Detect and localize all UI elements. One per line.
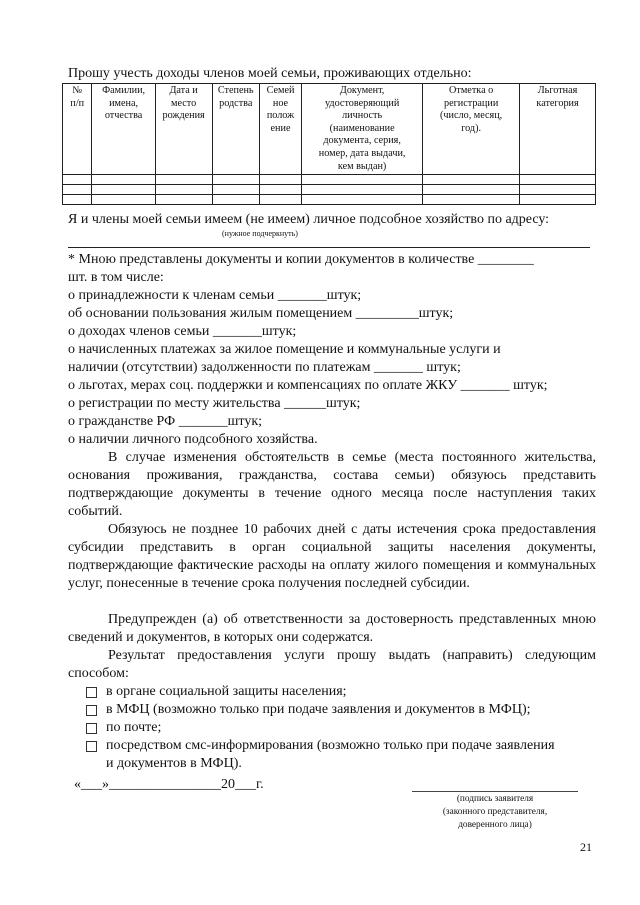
table-row	[63, 195, 596, 205]
subsidiary-farm-statement: Я и члены моей семьи имеем (не имеем) личное подсобное хозяйство по адресу:	[68, 212, 550, 227]
checkbox-icon[interactable]	[86, 741, 97, 752]
list-item: об основании пользования жилым помещением _________штук;	[68, 306, 454, 321]
paragraph-result-method: Результат предоставления услуги прошу выдать (направить) следующим способом:	[68, 648, 596, 681]
checkbox-icon[interactable]	[86, 687, 97, 698]
date-line: «___»________________20___г.	[74, 777, 264, 792]
option-post[interactable]: по почте;	[86, 719, 161, 737]
signature-caption: (законного представителя,	[442, 807, 548, 817]
address-line	[68, 247, 590, 248]
table-row	[63, 175, 596, 185]
list-item: о принадлежности к членам семьи _______штук;	[68, 288, 362, 303]
table-row	[63, 185, 596, 195]
list-item: о регистрации по месту жительства ______штук;	[68, 396, 361, 411]
list-item: о доходах членов семьи _______штук;	[68, 324, 297, 339]
underline-note: (нужное подчеркнуть)	[222, 229, 298, 238]
signature-caption: доверенного лица)	[458, 820, 532, 830]
list-item: наличии (отсутствии) задолженности по платежам _______ штук;	[68, 360, 461, 375]
option-social-protection[interactable]: в органе социальной защиты населения;	[86, 683, 347, 701]
paragraph-change-circumstances: В случае изменения обстоятельств в семье (места постоянного жительства, основания проживания, гражданства, состава семьи) обязуюсь представить подтверждающие документы в течение одного месяца после наступления таких событий.	[68, 450, 596, 519]
col-header-registration: Отметка о регистрации (число, месяц, год).	[423, 84, 520, 175]
paragraph-responsibility: Предупрежден (а) об ответственности за достоверность представленных мною сведений и документов, в которых они содержатся.	[68, 612, 596, 645]
col-header-names: Фамилии, имена, отчества	[92, 84, 155, 175]
family-income-table	[62, 83, 596, 205]
list-item: о льготах, мерах соц. поддержки и компенсациях по оплате ЖКУ _______ штук;	[68, 378, 548, 393]
paragraph-expense-documents: Обязуюсь не позднее 10 рабочих дней с даты истечения срока предоставления субсидии представить в орган социальной защиты населения документы, подтверждающие фактические расходы на оплату жилого помещения и коммунальных услуг, понесенные в течение срока получения последней субсидии.	[68, 522, 596, 591]
list-item: о гражданстве РФ _______штук;	[68, 414, 263, 429]
signature-caption: (подпись заявителя	[456, 794, 534, 804]
col-header-birth: Дата и место рождения	[155, 84, 212, 175]
option-sms[interactable]: посредством смс-информирования (возможно только при подаче заявления и документов в МФЦ).	[86, 737, 596, 773]
col-header-document: Документ, удостоверяющий личность (наименование документа, серия, номер, дата выдачи, кем выдан)	[302, 84, 423, 175]
table-header-row	[63, 84, 596, 175]
signature-line	[412, 791, 578, 792]
page-number: 21	[580, 840, 592, 854]
list-item: о наличии личного подсобного хозяйства.	[68, 432, 318, 447]
option-mfc[interactable]: в МФЦ (возможно только при подаче заявления и документов в МФЦ);	[86, 701, 531, 719]
col-header-benefit: Льготная категория	[520, 84, 596, 175]
col-header-number: № п/п	[63, 84, 92, 175]
checkbox-icon[interactable]	[86, 705, 97, 716]
col-header-relation: Степень родства	[212, 84, 259, 175]
list-item: о начисленных платежах за жилое помещение и коммунальные услуги и	[68, 342, 501, 357]
col-header-marital: Семей ное полож ение	[259, 84, 301, 175]
documents-intro: * Мною представлены документы и копии документов в количестве ________	[68, 252, 534, 267]
checkbox-icon[interactable]	[86, 723, 97, 734]
income-section-title: Прошу учесть доходы членов моей семьи, проживающих отдельно:	[68, 66, 472, 81]
documents-intro-cont: шт. в том числе:	[68, 270, 164, 285]
